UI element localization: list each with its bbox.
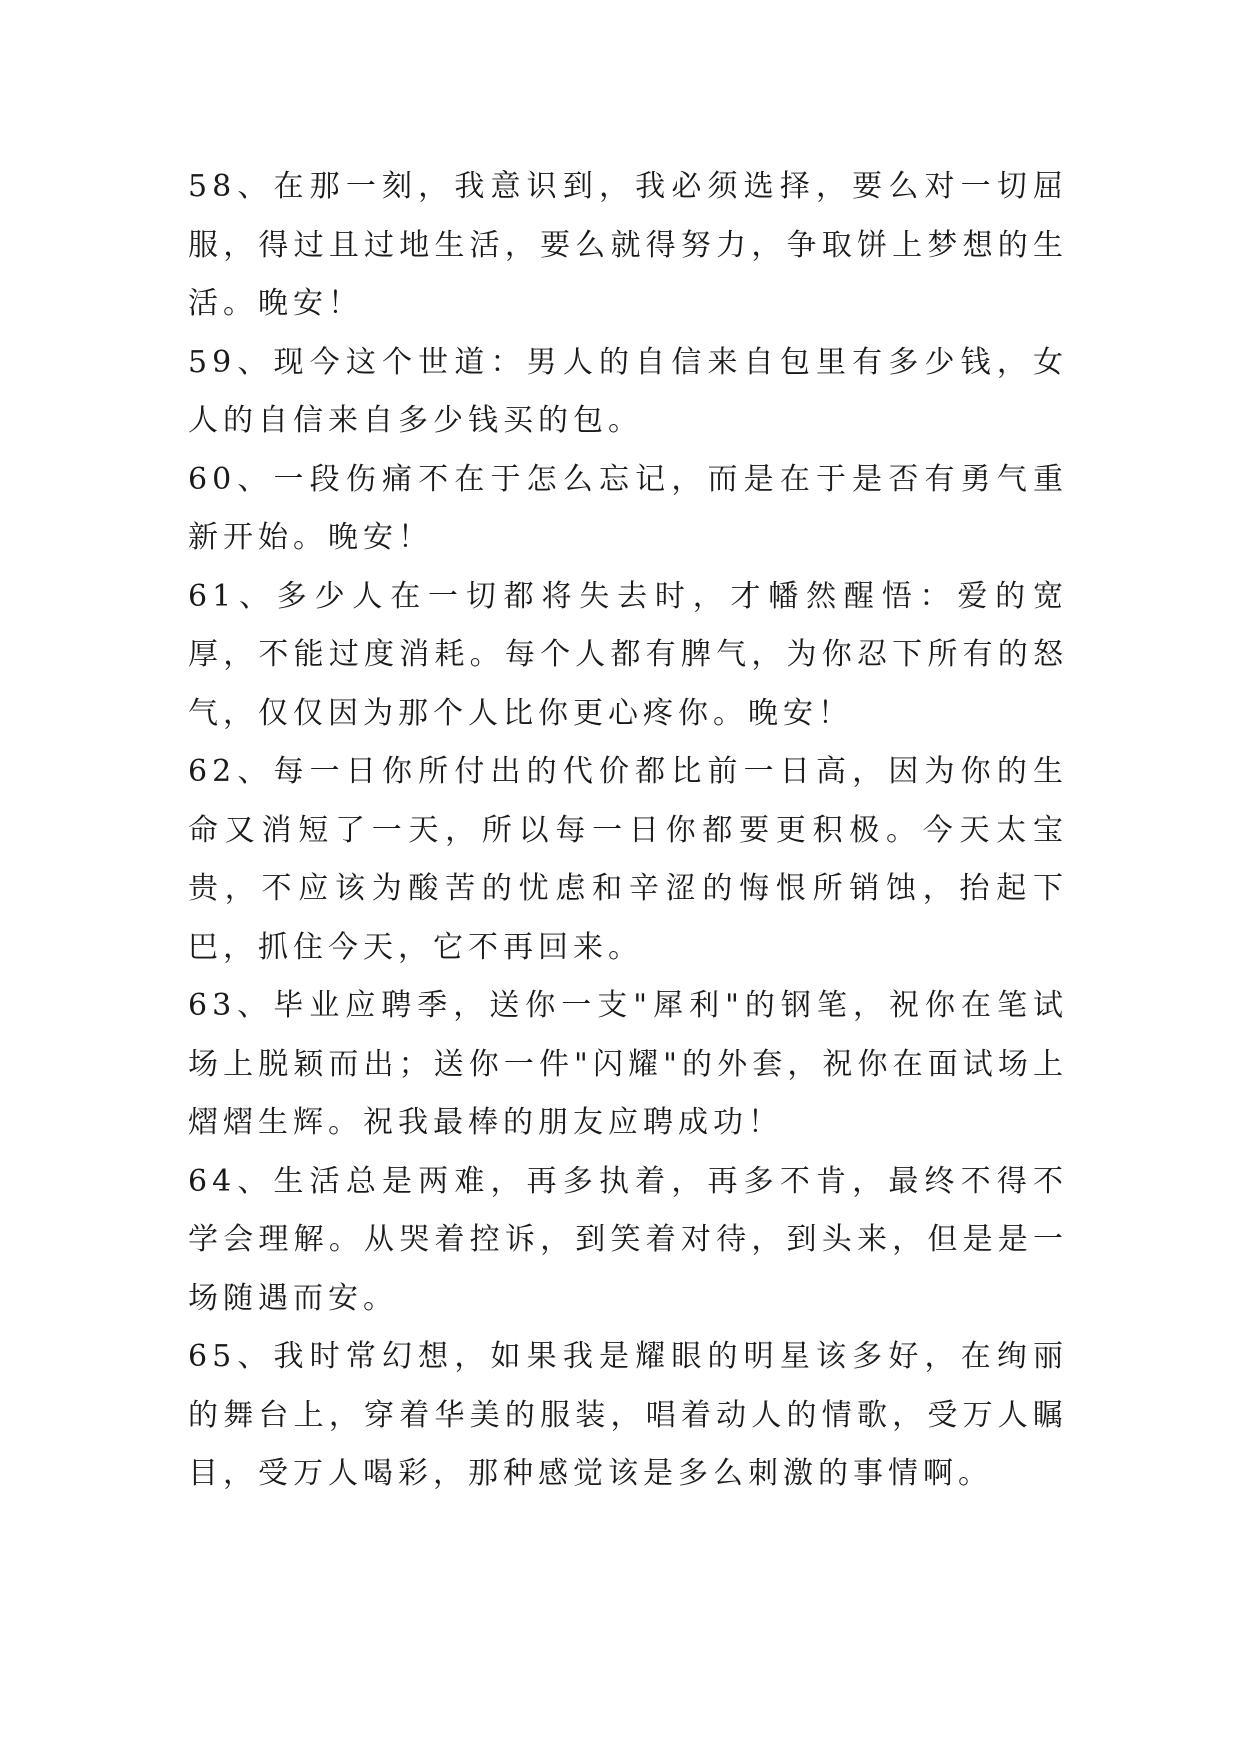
paragraph-60: 60、一段伤痛不在于怎么忘记，而是在于是否有勇气重新开始。晚安！ xyxy=(188,461,1068,555)
document-body xyxy=(188,158,1068,1504)
paragraph-65: 65、我时常幻想，如果我是耀眼的明星该多好，在绚丽的舞台上，穿着华美的服装，唱着动人的情歌，受万人瞩目，受万人喝彩，那种感觉该是多么刺激的事情啊。 xyxy=(188,1339,1068,1491)
paragraph-64: 64、生活总是两难，再多执着，再多不肯，最终不得不学会理解。从哭着控诉，到笑着对待，到头来，但是是一场随遇而安。 xyxy=(188,1163,1068,1316)
paragraph-58: 58、在那一刻，我意识到，我必须选择，要么对一切屈服，得过且过地生活，要么就得努力，争取饼上梦想的生活。晚安！ xyxy=(188,169,1068,321)
paragraph-63: 63、毕业应聘季，送你一支"犀利"的钢笔，祝你在笔试场上脱颖而出；送你一件"闪耀"的外套，祝你在面试场上熠熠生辉。祝我最棒的朋友应聘成功！ xyxy=(188,988,1068,1140)
paragraph-59: 59、现今这个世道：男人的自信来自包里有多少钱，女人的自信来自多少钱买的包。 xyxy=(188,344,1068,438)
paragraph-61: 61、多少人在一切都将失去时，才幡然醒悟：爱的宽厚，不能过度消耗。每个人都有脾气，为你忍下所有的怒气，仅仅因为那个人比你更心疼你。晚安！ xyxy=(188,578,1068,731)
paragraph-62: 62、每一日你所付出的代价都比前一日高，因为你的生命又消短了一天，所以每一日你都要更积极。今天太宝贵，不应该为酸苦的忧虑和辛涩的悔恨所销蚀，抬起下巴，抓住今天，它不再回来。 xyxy=(188,754,1068,965)
